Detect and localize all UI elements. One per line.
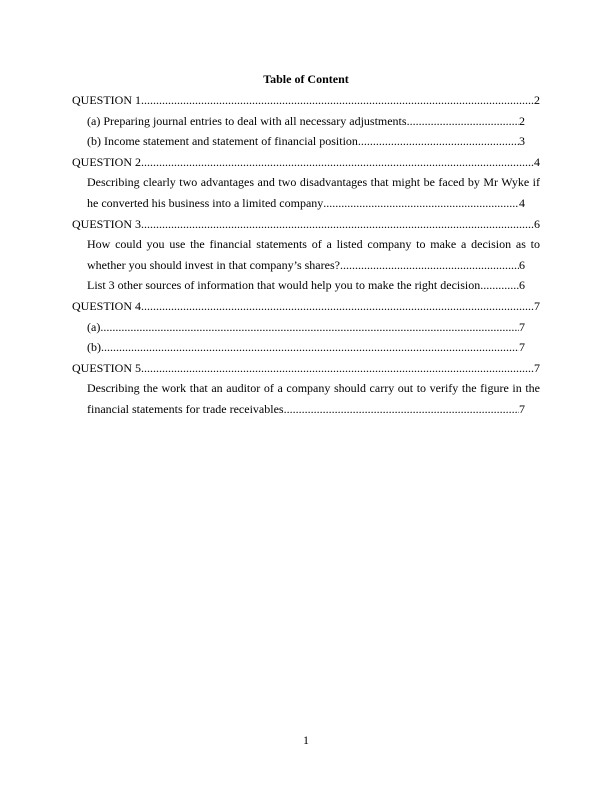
toc-entry-label: QUESTION 4: [72, 298, 141, 313]
toc-entry-4b[interactable]: [72, 337, 540, 358]
toc-entry-label: financial statements for trade receivables: [87, 401, 284, 416]
toc-dot-leader: [141, 358, 534, 379]
toc-dot-leader: [340, 255, 519, 276]
toc-entry-label-line1: Describing the work that an auditor of a company should carry out to verify the figure in the: [87, 381, 540, 396]
toc-page-number: 3: [519, 134, 525, 149]
toc-dot-leader: [141, 214, 534, 235]
toc-entry-3-financial-statements[interactable]: [72, 234, 540, 275]
toc-entry-label: (a) Preparing journal entries to deal with all necessary adjustments: [87, 113, 407, 128]
toc-page-number: 7: [534, 360, 540, 375]
toc-page-number: 7: [519, 340, 525, 355]
toc-title: Table of Content: [263, 72, 349, 86]
toc-page-number: 2: [519, 113, 525, 128]
toc-entry-5-auditor[interactable]: [72, 378, 540, 419]
toc-page-number: 4: [519, 195, 525, 210]
toc-entry-label: (a): [87, 319, 101, 334]
toc-dot-leader: [284, 399, 519, 420]
toc-dot-leader: [358, 131, 519, 152]
toc-dot-leader: [101, 337, 519, 358]
toc-page-number: 7: [534, 298, 540, 313]
toc-page-number: 6: [519, 278, 525, 293]
toc-entry-question-4[interactable]: [72, 296, 540, 317]
toc-dot-leader: [100, 317, 519, 338]
toc-entry-label: QUESTION 5: [72, 360, 141, 375]
toc-entry-1a[interactable]: [72, 111, 540, 132]
toc-page-number: 7: [519, 319, 525, 334]
toc-dot-leader: [480, 275, 519, 296]
toc-dot-leader: [407, 111, 519, 132]
toc-dot-leader: [141, 296, 534, 317]
toc-entry-label: (b): [87, 340, 101, 355]
toc-page-number: 6: [519, 257, 525, 272]
toc-dot-leader: [323, 193, 519, 214]
toc-entry-3-other-sources[interactable]: [72, 275, 540, 296]
toc-dot-leader: [141, 90, 534, 111]
toc-entry-2-advantages[interactable]: [72, 172, 540, 213]
toc-page-number: 2: [534, 93, 540, 107]
toc-entry-label: he converted his business into a limited company: [87, 195, 324, 210]
page-number: 1: [303, 733, 309, 747]
table-of-contents: [72, 90, 540, 420]
toc-page-number: 6: [534, 216, 540, 231]
toc-entry-label: whether you should invest in that company’s shares?: [87, 257, 340, 272]
toc-entry-question-1[interactable]: [72, 90, 540, 111]
toc-entry-label-line1: How could you use the financial statements of a listed company to make a decision as to: [87, 237, 540, 252]
toc-page-number: 7: [519, 401, 525, 416]
toc-entry-question-3[interactable]: [72, 214, 540, 235]
toc-entry-label: (b) Income statement and statement of financial position: [87, 134, 358, 149]
toc-entry-1b[interactable]: [72, 131, 540, 152]
toc-entry-label: QUESTION 1: [72, 93, 141, 107]
toc-entry-label: List 3 other sources of information that would help you to make the right decision: [87, 278, 481, 293]
toc-entry-question-5[interactable]: [72, 358, 540, 379]
toc-page-number: 4: [534, 154, 540, 169]
toc-entry-question-2[interactable]: [72, 152, 540, 173]
toc-entry-label: QUESTION 3: [72, 216, 141, 231]
toc-entry-label: QUESTION 2: [72, 154, 141, 169]
toc-dot-leader: [141, 152, 534, 173]
toc-entry-label-line1: Describing clearly two advantages and two disadvantages that might be faced by Mr Wyke if: [87, 175, 540, 190]
toc-entry-4a[interactable]: [72, 317, 540, 338]
